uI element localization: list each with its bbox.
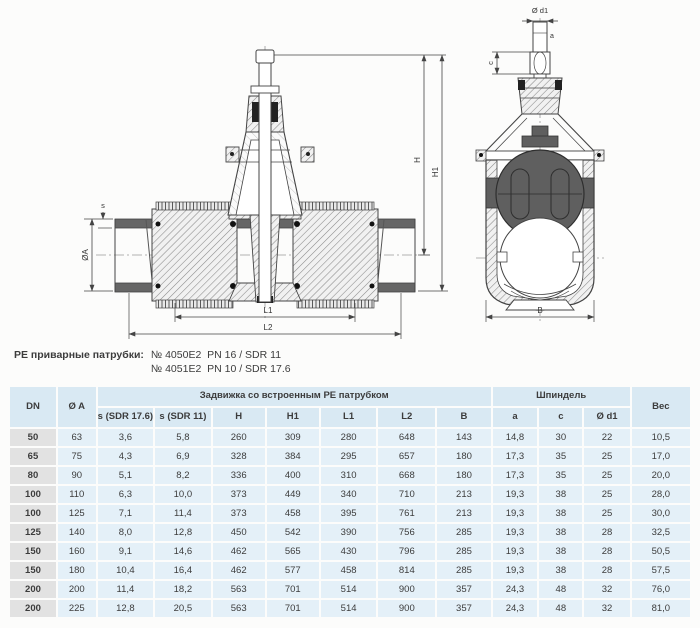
cell-value: 450 bbox=[213, 524, 265, 541]
cell-value: 309 bbox=[267, 429, 319, 446]
cell-value: 75 bbox=[58, 448, 96, 465]
cell-value: 761 bbox=[378, 505, 435, 522]
cell-value: 57,5 bbox=[632, 562, 690, 579]
cell-value: 357 bbox=[437, 581, 490, 598]
cell-value: 38 bbox=[539, 543, 582, 560]
cell-value: 213 bbox=[437, 486, 490, 503]
cell-value: 4,3 bbox=[98, 448, 154, 465]
cell-value: 9,1 bbox=[98, 543, 154, 560]
cell-value: 285 bbox=[437, 524, 490, 541]
dim-label-l1: L1 bbox=[263, 306, 273, 315]
cell-value: 648 bbox=[378, 429, 435, 446]
table-row bbox=[10, 429, 690, 446]
dim-label-c: c bbox=[486, 61, 495, 65]
cell-value: 11,4 bbox=[98, 581, 154, 598]
cell-value: 143 bbox=[437, 429, 490, 446]
cell-value: 140 bbox=[58, 524, 96, 541]
cell-value: 213 bbox=[437, 505, 490, 522]
cell-value: 22 bbox=[584, 429, 629, 446]
table-row bbox=[10, 505, 690, 522]
cell-value: 462 bbox=[213, 562, 265, 579]
cell-value: 10,5 bbox=[632, 429, 690, 446]
cell-value: 5,8 bbox=[155, 429, 211, 446]
cell-value: 25 bbox=[584, 505, 629, 522]
cell-value: 10,0 bbox=[155, 486, 211, 503]
cell-value: 285 bbox=[437, 562, 490, 579]
side-view bbox=[476, 6, 604, 322]
cell-dn: 50 bbox=[10, 429, 56, 446]
cell-dn: 125 bbox=[10, 524, 56, 541]
col-header-l1: L1 bbox=[321, 408, 377, 427]
cell-value: 25 bbox=[584, 486, 629, 503]
cell-value: 900 bbox=[378, 581, 435, 598]
cell-value: 38 bbox=[539, 562, 582, 579]
cell-value: 668 bbox=[378, 467, 435, 484]
cell-dn: 150 bbox=[10, 543, 56, 560]
cell-value: 328 bbox=[213, 448, 265, 465]
cell-value: 25 bbox=[584, 467, 629, 484]
cell-value: 90 bbox=[58, 467, 96, 484]
cell-value: 30,0 bbox=[632, 505, 690, 522]
dim-label-h1: H1 bbox=[431, 166, 440, 178]
cell-value: 395 bbox=[321, 505, 377, 522]
cell-value: 542 bbox=[267, 524, 319, 541]
cell-value: 18,2 bbox=[155, 581, 211, 598]
col-header-s176: s (SDR 17.6) bbox=[98, 408, 154, 427]
cell-dn: 100 bbox=[10, 486, 56, 503]
cell-value: 796 bbox=[378, 543, 435, 560]
table-row bbox=[10, 524, 690, 541]
cell-value: 19,3 bbox=[493, 543, 538, 560]
cell-value: 12,8 bbox=[155, 524, 211, 541]
col-header-a: a bbox=[493, 408, 538, 427]
cell-value: 657 bbox=[378, 448, 435, 465]
cell-value: 17,0 bbox=[632, 448, 690, 465]
cell-value: 225 bbox=[58, 600, 96, 617]
cell-value: 11,4 bbox=[155, 505, 211, 522]
cell-value: 357 bbox=[437, 600, 490, 617]
cell-value: 200 bbox=[58, 581, 96, 598]
cell-value: 32,5 bbox=[632, 524, 690, 541]
cell-value: 19,3 bbox=[493, 505, 538, 522]
table-row bbox=[10, 467, 690, 484]
cell-dn: 200 bbox=[10, 600, 56, 617]
dimensions-table bbox=[8, 385, 692, 619]
cell-value: 6,9 bbox=[155, 448, 211, 465]
cell-value: 19,3 bbox=[493, 524, 538, 541]
dim-label-a: a bbox=[550, 33, 554, 40]
cell-value: 458 bbox=[321, 562, 377, 579]
cell-value: 35 bbox=[539, 448, 582, 465]
table-row bbox=[10, 448, 690, 465]
table-row bbox=[10, 562, 690, 579]
note-line-2: № 4051E2 PN 10 / SDR 17.6 bbox=[150, 363, 291, 375]
dim-label-b: B bbox=[537, 306, 543, 315]
cell-value: 814 bbox=[378, 562, 435, 579]
cell-value: 32 bbox=[584, 600, 629, 617]
dim-label-l2: L2 bbox=[263, 323, 273, 332]
cell-value: 30 bbox=[539, 429, 582, 446]
cell-value: 373 bbox=[213, 486, 265, 503]
cell-value: 50,5 bbox=[632, 543, 690, 560]
cell-value: 14,8 bbox=[493, 429, 538, 446]
cell-value: 16,4 bbox=[155, 562, 211, 579]
cell-value: 20,5 bbox=[155, 600, 211, 617]
cell-value: 384 bbox=[267, 448, 319, 465]
cell-value: 8,2 bbox=[155, 467, 211, 484]
cell-value: 24,3 bbox=[493, 581, 538, 598]
cell-value: 7,1 bbox=[98, 505, 154, 522]
cell-value: 180 bbox=[58, 562, 96, 579]
front-view bbox=[81, 46, 448, 339]
cell-value: 25 bbox=[584, 448, 629, 465]
cell-value: 280 bbox=[321, 429, 377, 446]
table-body bbox=[10, 429, 690, 617]
cell-value: 17,3 bbox=[493, 467, 538, 484]
cell-value: 563 bbox=[213, 600, 265, 617]
cell-value: 390 bbox=[321, 524, 377, 541]
cell-value: 180 bbox=[437, 467, 490, 484]
pe-spigot-note bbox=[14, 348, 291, 376]
cell-value: 462 bbox=[213, 543, 265, 560]
cell-value: 38 bbox=[539, 505, 582, 522]
cell-value: 514 bbox=[321, 600, 377, 617]
cell-value: 81,0 bbox=[632, 600, 690, 617]
cell-value: 17,3 bbox=[493, 448, 538, 465]
cell-value: 8,0 bbox=[98, 524, 154, 541]
col-header-od1: Ø d1 bbox=[584, 408, 629, 427]
cell-value: 310 bbox=[321, 467, 377, 484]
col-header-weight: Вес bbox=[632, 387, 690, 427]
cell-value: 63 bbox=[58, 429, 96, 446]
note-line-1: № 4050E2 PN 16 / SDR 11 bbox=[150, 349, 282, 361]
cell-value: 180 bbox=[437, 448, 490, 465]
cell-value: 28 bbox=[584, 562, 629, 579]
cell-value: 12,8 bbox=[98, 600, 154, 617]
group-header-valve: Задвижка со встроенным PE патрубком bbox=[98, 387, 491, 406]
cell-value: 514 bbox=[321, 581, 377, 598]
cell-value: 76,0 bbox=[632, 581, 690, 598]
cell-value: 160 bbox=[58, 543, 96, 560]
cell-value: 5,1 bbox=[98, 467, 154, 484]
cell-value: 48 bbox=[539, 581, 582, 598]
dim-label-dia-a: ØA bbox=[81, 249, 90, 261]
cell-value: 373 bbox=[213, 505, 265, 522]
cell-value: 400 bbox=[267, 467, 319, 484]
cell-value: 28,0 bbox=[632, 486, 690, 503]
cell-value: 458 bbox=[267, 505, 319, 522]
dim-label-s: s bbox=[101, 201, 105, 210]
cell-value: 710 bbox=[378, 486, 435, 503]
cell-value: 340 bbox=[321, 486, 377, 503]
cell-value: 38 bbox=[539, 524, 582, 541]
cell-value: 565 bbox=[267, 543, 319, 560]
cell-value: 35 bbox=[539, 467, 582, 484]
cell-value: 20,0 bbox=[632, 467, 690, 484]
col-header-c: c bbox=[539, 408, 582, 427]
table-row bbox=[10, 600, 690, 617]
cell-value: 110 bbox=[58, 486, 96, 503]
dim-label-h: H bbox=[413, 157, 422, 163]
cell-value: 3,6 bbox=[98, 429, 154, 446]
cell-value: 563 bbox=[213, 581, 265, 598]
table-row bbox=[10, 543, 690, 560]
cell-value: 260 bbox=[213, 429, 265, 446]
table-row bbox=[10, 581, 690, 598]
cell-value: 28 bbox=[584, 543, 629, 560]
cell-dn: 200 bbox=[10, 581, 56, 598]
cell-value: 701 bbox=[267, 581, 319, 598]
cell-value: 701 bbox=[267, 600, 319, 617]
cell-value: 285 bbox=[437, 543, 490, 560]
cell-dn: 65 bbox=[10, 448, 56, 465]
cell-value: 19,3 bbox=[493, 562, 538, 579]
cell-value: 295 bbox=[321, 448, 377, 465]
cell-value: 449 bbox=[267, 486, 319, 503]
cell-dn: 150 bbox=[10, 562, 56, 579]
col-header-oa: Ø A bbox=[58, 387, 96, 427]
table-row bbox=[10, 486, 690, 503]
cell-value: 10,4 bbox=[98, 562, 154, 579]
cell-value: 756 bbox=[378, 524, 435, 541]
cell-value: 48 bbox=[539, 600, 582, 617]
cell-value: 32 bbox=[584, 581, 629, 598]
note-label: PE приварные патрубки: bbox=[14, 349, 144, 361]
cell-value: 430 bbox=[321, 543, 377, 560]
group-header-spindle: Шпиндель bbox=[493, 387, 630, 406]
col-header-s11: s (SDR 11) bbox=[155, 408, 211, 427]
cell-value: 125 bbox=[58, 505, 96, 522]
cell-value: 900 bbox=[378, 600, 435, 617]
cell-value: 38 bbox=[539, 486, 582, 503]
cell-value: 14,6 bbox=[155, 543, 211, 560]
cell-value: 24,3 bbox=[493, 600, 538, 617]
cell-value: 336 bbox=[213, 467, 265, 484]
cell-value: 577 bbox=[267, 562, 319, 579]
col-header-dn: DN bbox=[10, 387, 56, 427]
cell-value: 19,3 bbox=[493, 486, 538, 503]
dim-label-dia-d1: Ø d1 bbox=[531, 6, 549, 15]
col-header-b: B bbox=[437, 408, 490, 427]
cell-value: 28 bbox=[584, 524, 629, 541]
col-header-h: H bbox=[213, 408, 265, 427]
cell-dn: 100 bbox=[10, 505, 56, 522]
cell-value: 6,3 bbox=[98, 486, 154, 503]
cell-dn: 80 bbox=[10, 467, 56, 484]
col-header-h1: H1 bbox=[267, 408, 319, 427]
col-header-l2: L2 bbox=[378, 408, 435, 427]
